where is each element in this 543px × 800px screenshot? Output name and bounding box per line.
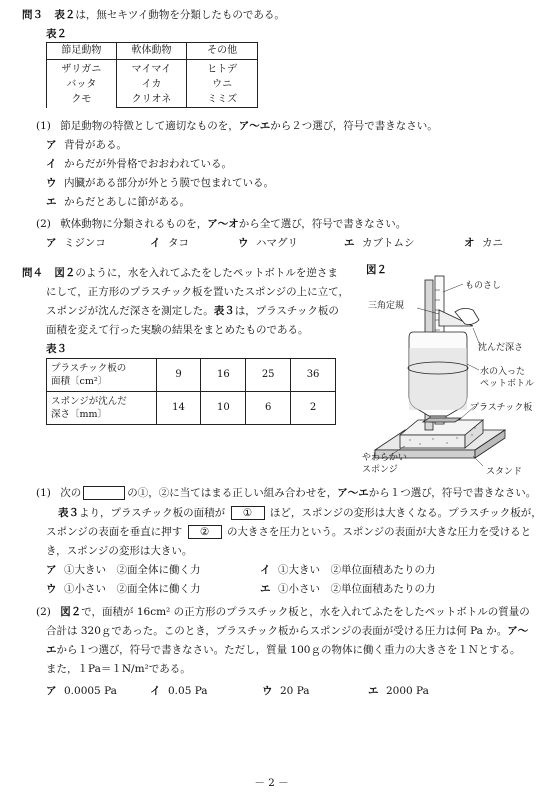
choice-label: エ (344, 237, 355, 249)
answer-box-frame (83, 486, 125, 500)
q4-sub2-line2 (46, 624, 528, 639)
q3-sub2-text-tail: から全て選び，符号で書きなさい。 (238, 218, 407, 230)
choice-label: ウ (46, 177, 57, 189)
q4-table-row-depth (47, 392, 336, 425)
q3-table-body-row (47, 60, 258, 108)
choice-text: ①小さい ②面全体に働く力 (64, 583, 201, 595)
choice-label: イ (260, 564, 271, 576)
choice-label: エ (368, 685, 379, 697)
choice-label: ア (46, 685, 57, 697)
q4-sub1-choice (46, 563, 201, 578)
q4-para-line (22, 266, 338, 281)
q4-sub1-choice (260, 582, 436, 597)
choice-text: 0.0005 Pa (64, 685, 117, 697)
choice-text: ハマグリ (256, 237, 298, 249)
q3-sub1-question (36, 119, 438, 134)
choice-text: からだとあしに節がある。 (64, 196, 190, 208)
label-line: スポンジ (362, 465, 398, 475)
q3-sub2-choice (46, 236, 106, 251)
fig2-label-sponge (362, 452, 407, 476)
q3-sub2-choice (150, 236, 189, 251)
q3-sub2-text: 軟体動物に分類されるものを， (60, 218, 208, 230)
q3-sub2-range: ア〜オ (207, 218, 239, 230)
q3-table-header-row (47, 43, 258, 60)
text: から１つ選び，符号で書きなさい。 (368, 487, 537, 499)
choice-label: ウ (238, 237, 249, 249)
q3-sub1-text: 節足動物の特徴として適切なものを， (60, 120, 239, 132)
q4-table-cell: 16 (201, 359, 246, 392)
q3-table-header: 軟体動物 (116, 43, 187, 60)
q4-fig-ref: 図２ (54, 267, 76, 279)
choice-label: エ (46, 196, 57, 208)
row-label-line: 面積〔cm²〕 (51, 376, 108, 387)
label-line: やわらかい (362, 453, 408, 463)
q4-table-cell: 9 (156, 359, 201, 392)
q4-para-text: スポンジが沈んだ深さを測定した。 (46, 305, 214, 317)
choice-text: カブトムシ (362, 237, 415, 249)
q3-table-cell: バッタ (66, 79, 97, 91)
q4-para-text: は，プラスチック板の (234, 305, 339, 317)
choice-label: ウ (262, 685, 273, 697)
q3-table-cell: ウニ (212, 79, 233, 90)
q4-sub1-choice (46, 582, 201, 597)
q3-sub2-question (36, 217, 406, 232)
q4-sub2-choice (150, 684, 208, 699)
q4-table-cell: 6 (246, 392, 291, 425)
choice-label: ア (46, 237, 57, 249)
q4-table-row-area (47, 359, 336, 392)
q4-para-line: にして，正方形のプラスチック板を置いたスポンジの上に立て， (46, 286, 349, 298)
fig2-label-ruler: ものさし (465, 281, 502, 291)
choice-text: 背骨がある。 (64, 139, 127, 151)
q3-table-cell: クモ (71, 94, 92, 106)
q4-sub1-line3 (46, 525, 531, 540)
q3-table-header: その他 (187, 43, 258, 60)
q3-sub2-num: (2) (36, 218, 51, 230)
choice-text: ミジンコ (64, 237, 106, 249)
choice-text: タコ (168, 237, 189, 249)
choice-text: カニ (482, 237, 503, 249)
q3-table-cell: ヒトデ (207, 64, 238, 75)
text: ほど，スポンジの変形は大きくなる。プラスチック板が， (269, 507, 542, 519)
choice-range: エ (46, 644, 57, 656)
choice-text: 0.05 Pa (168, 685, 208, 697)
q3-sub1-range: ア〜エ (238, 120, 271, 132)
q4-para-line (46, 304, 339, 319)
q4-heading: 問４ (22, 267, 43, 279)
q4-sub2-choice (46, 684, 117, 699)
q4-sub1-choice (260, 563, 436, 578)
q4-sub2-line4: また，１Pa＝１N/m²である。 (46, 663, 191, 675)
fig2-label-triangle: 三角定規 (368, 301, 405, 311)
text: 次の (60, 487, 82, 499)
q3-table-cell: イカ (141, 79, 162, 90)
text: の大きさを圧力という。スポンジの表面が大きな圧力を受けると (226, 526, 532, 538)
table-ref: 表３ (58, 507, 79, 519)
q4-table-cell: 25 (246, 359, 291, 392)
text: スポンジの表面を垂直に押す (46, 526, 183, 538)
q4-sub1-line2 (58, 506, 542, 521)
q3-table-cell: クリオネ (131, 94, 172, 105)
choice-label: イ (150, 237, 161, 249)
text: から１つ選び，符号で書きなさい。ただし，質量 100ｇの物体に働く重力の大きさを１Ｎとする。 (56, 644, 521, 656)
q3-sub1-num: (1) (36, 120, 51, 132)
q4-sub1-num: (1) (36, 487, 51, 499)
plastic-plate (423, 418, 461, 422)
choice-text: ①小さい ②単位面積あたりの力 (278, 583, 436, 595)
choice-text: 20 Pa (280, 685, 310, 697)
text: で，面積が 16cm² の正方形のプラスチック板と，水を入れてふたをしたペットボトルの質量の (81, 606, 530, 618)
q4-table-ref: 表３ (213, 305, 235, 317)
q3-heading: 問３ (22, 9, 43, 21)
choice-label: イ (46, 158, 57, 170)
choice-label: ア (46, 139, 57, 151)
choice-label: ア (46, 564, 57, 576)
fig2-label-plate: プラスチック板 (470, 403, 533, 413)
q4-sub1-line4: き，スポンジの変形は大きい。 (46, 545, 193, 557)
q4-sub2-choice (368, 684, 429, 699)
fig2-label-depth: 沈んだ深さ (478, 343, 524, 353)
blank-1-number: ① (242, 507, 253, 519)
q4-table (46, 358, 336, 425)
q3-sub1-choice (46, 157, 232, 172)
row-label-line: プラスチック板の (51, 363, 127, 374)
choice-range: ア〜 (507, 625, 529, 637)
q4-sub2-line1 (36, 605, 530, 620)
q4-table-cell: 10 (201, 392, 246, 425)
q3-sub2-choice (464, 236, 503, 251)
q3-intro-text: は，無セキツイ動物を分類したものである。 (75, 9, 285, 21)
choice-text: 内臓がある部分が外とう膜で包まれている。 (64, 177, 274, 189)
text: 合計は 320ｇであった。このとき，プラスチック板からスポンジの表面が受ける圧力は何 Pa か。 (46, 625, 508, 637)
q3-sub1-choice (46, 195, 190, 210)
choice-range: ア〜エ (337, 487, 369, 499)
q4-table-cell: 14 (156, 392, 201, 425)
q3-table-cell: ミミズ (207, 94, 238, 105)
label-line: ペットボトル (480, 379, 535, 389)
q3-table (46, 42, 258, 108)
choice-label: オ (464, 237, 475, 249)
q3-table-col-mollusk (116, 60, 187, 108)
q3-table-title: 表２ (46, 28, 67, 40)
q3-intro-bold: 表２ (54, 9, 76, 21)
q4-para-line: 面積を変えて行った実験の結果をまとめたものである。 (46, 324, 309, 336)
blank-2 (188, 525, 222, 539)
text: より，プラスチック板の面積が (79, 507, 226, 519)
q3-sub2-choice (344, 236, 415, 251)
q3-intro (22, 8, 285, 23)
page-number: － 2 － (254, 777, 289, 789)
row-label-line: 深さ〔mm〕 (51, 409, 108, 420)
choice-text: ①大きい ②面全体に働く力 (64, 564, 201, 576)
q4-sub2-choice (262, 684, 310, 699)
q3-sub2-choice (238, 236, 298, 251)
q3-sub1-choice (46, 138, 127, 153)
choice-text: ①大きい ②単位面積あたりの力 (278, 564, 436, 576)
q3-table-cell: ザリガニ (61, 64, 102, 76)
fig2-title: 図２ (366, 264, 387, 276)
q3-table-col-other (187, 60, 258, 108)
choice-text: 2000 Pa (386, 685, 429, 697)
fig2-label-bottle (480, 366, 534, 390)
fig-ref: 図２ (60, 606, 82, 618)
q3-sub1-text-tail: から２つ選び，符号で書きなさい。 (270, 120, 438, 132)
blank-1 (231, 506, 265, 520)
row-label-line: スポンジが沈んだ (51, 396, 127, 407)
q3-sub1-choice (46, 176, 274, 191)
label-line: 水の入った (480, 367, 526, 377)
q3-table-col-arthropod (47, 60, 117, 108)
choice-label: イ (150, 685, 161, 697)
choice-label: ウ (46, 583, 57, 595)
q4-table-row-label (47, 392, 157, 425)
text: の①，②に当てはまる正しい組み合わせを， (127, 487, 338, 499)
q3-table-cell: マイマイ (131, 64, 172, 75)
q4-sub2-num: (2) (36, 606, 51, 618)
pet-bottle (408, 332, 468, 422)
fig2-label-stand: スタンド (486, 467, 523, 477)
choice-text: からだが外骨格でおおわれている。 (64, 158, 232, 170)
choice-label: エ (260, 583, 271, 595)
q3-table-header: 節足動物 (47, 43, 117, 60)
q4-sub1-line1 (36, 486, 536, 501)
q4-para-text: のように，水を入れてふたをしたペットボトルを逆さま (75, 267, 338, 279)
blank-2-number: ② (199, 526, 210, 538)
q4-table-cell: 2 (291, 392, 336, 425)
q4-table-cell: 36 (291, 359, 336, 392)
q4-sub2-line3 (46, 643, 520, 658)
q4-table-row-label (47, 359, 157, 392)
q4-table-title: 表３ (46, 343, 67, 355)
